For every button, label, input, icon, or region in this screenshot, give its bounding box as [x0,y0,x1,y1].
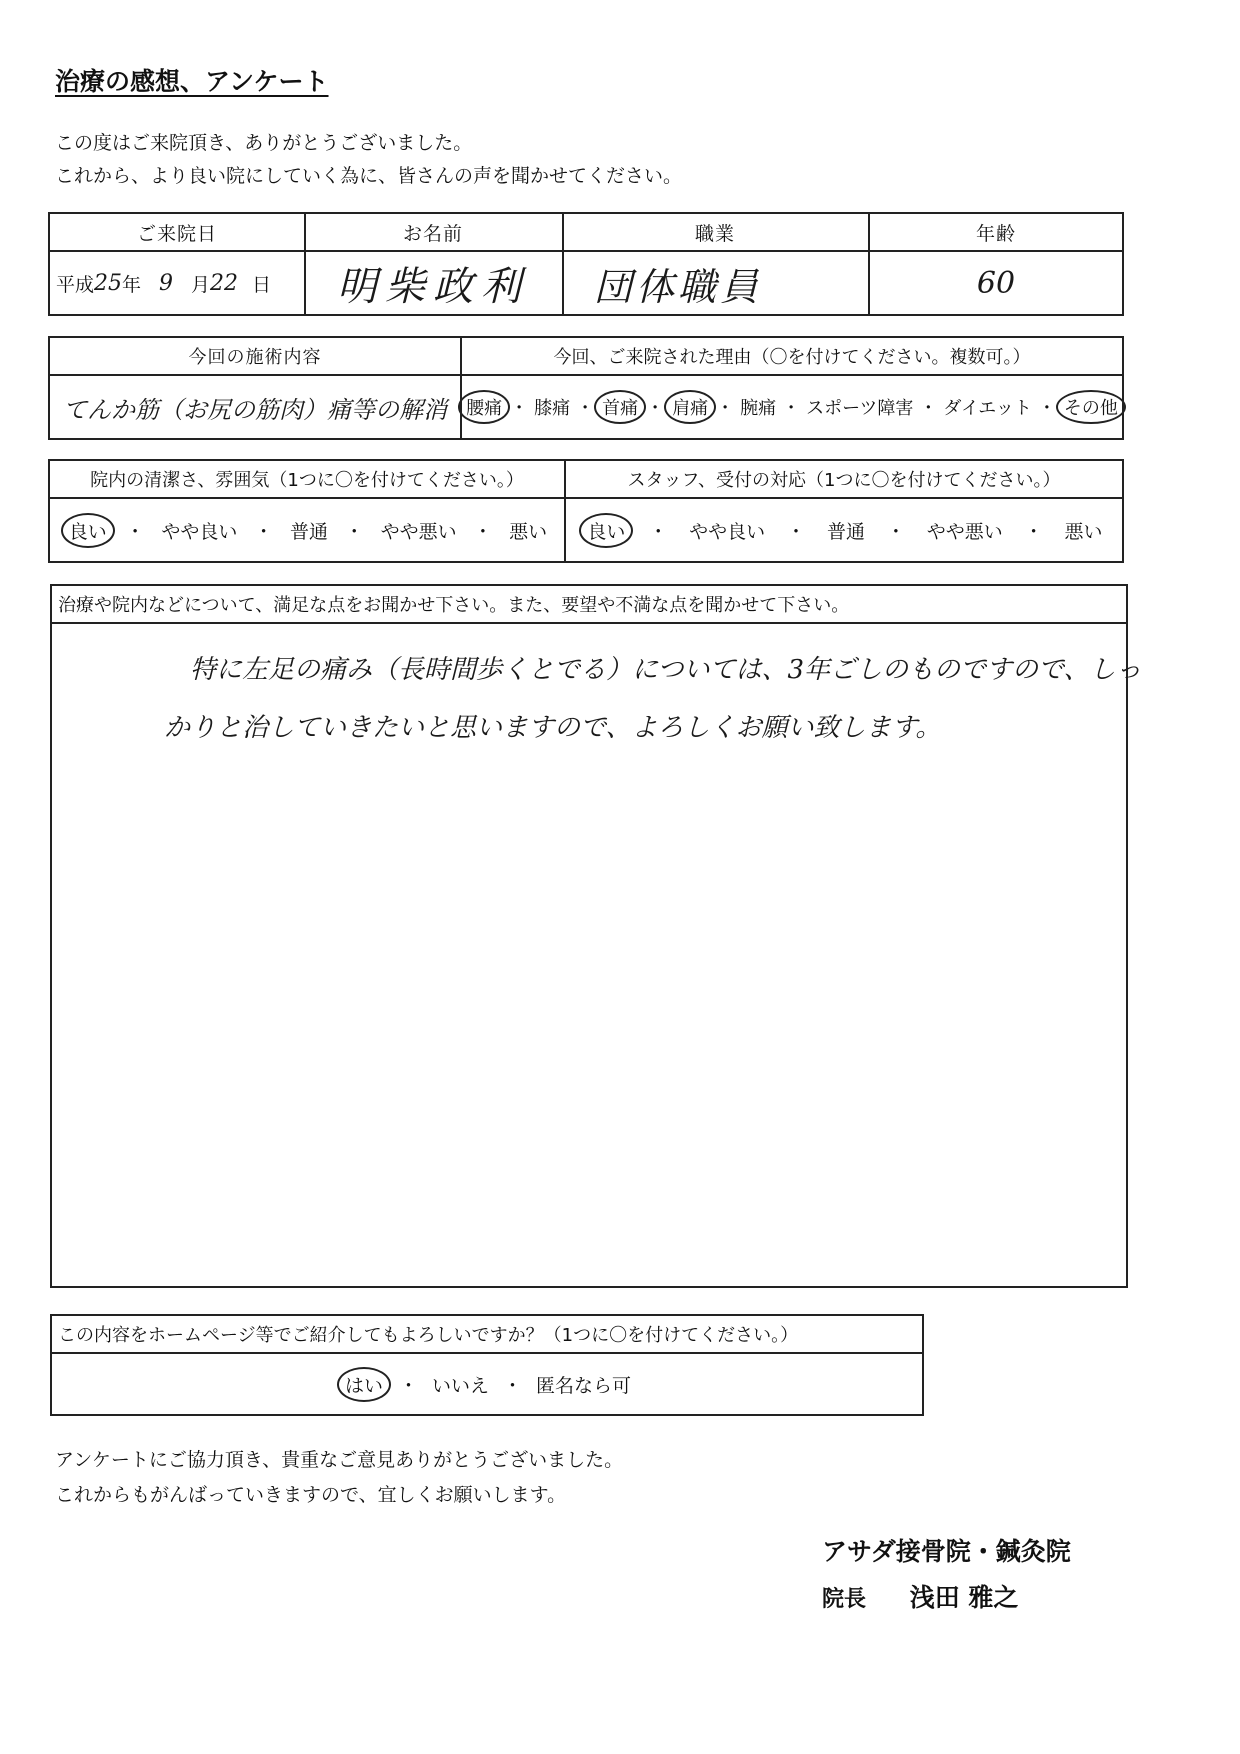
staff-option-4[interactable]: 悪い [1064,520,1103,543]
date-era: 平成 [56,273,95,296]
reason-option-3[interactable]: 肩痛 [664,390,716,424]
date-year-unit: 年 [122,273,142,296]
director-name: 浅田 雅之 [909,1583,1019,1612]
cleanliness-options: 良い ・ やや良い ・ 普通 ・ やや悪い ・ 悪い [50,497,564,563]
reason-option-7[interactable]: その他 [1056,390,1126,424]
rating-table [48,459,1124,563]
homepage-options: はい ・ いいえ ・ 匿名なら可 [52,1352,922,1416]
reason-options: 腰痛 ・ 膝痛 ・ 首痛 ・ 肩痛 ・ 腕痛 ・ スポーツ障害 ・ ダイエット ・ その他 [460,374,1124,440]
reason-option-1[interactable]: 膝痛 [534,398,571,419]
intro-line-1: この度はご来院頂き、ありがとうございました。 [55,132,473,154]
closing-line-2: これからもがんばっていきますので、宜しくお願いします。 [55,1484,567,1506]
staff-option-1[interactable]: やや良い [689,520,766,543]
reason-option-0[interactable]: 腰痛 [458,390,510,424]
feedback-box [50,584,1142,1288]
header-date: ご来院日 [136,222,217,245]
staff-option-3[interactable]: やや悪い [926,520,1003,543]
reason-option-2[interactable]: 首痛 [594,390,646,424]
header-age: 年齢 [975,222,1016,245]
cleanliness-header: 院内の清潔さ、雰囲気（1つに〇を付けてください。） [90,470,524,491]
info-table [48,212,1124,316]
closing-line-1: アンケートにご協力頂き、貴重なご意見ありがとうございました。 [55,1449,624,1471]
date-month-unit: 月 [191,273,211,296]
page-title: 治療の感想、アンケート [55,67,329,96]
homepage-box [50,1314,924,1416]
director-line [822,1578,1018,1614]
cleanliness-option-2[interactable]: 普通 [289,520,328,543]
feedback-header: 治療や院内などについて、満足な点をお聞かせ下さい。また、要望や不満な点を聞かせて下さい。 [58,595,850,616]
reason-option-6[interactable]: ダイエット [943,398,1032,419]
header-job: 職業 [694,222,735,245]
staff-options: 良い ・ やや良い ・ 普通 ・ やや悪い ・ 悪い [564,497,1124,563]
date-day-unit: 日 [252,273,272,296]
homepage-option-yes[interactable]: はい [337,1367,391,1402]
feedback-text-field[interactable] [112,641,1142,757]
homepage-option-no[interactable]: いいえ [431,1374,489,1397]
treatment-content-field[interactable]: てんか筋（お尻の筋肉）痛等の解消 [63,395,447,424]
clinic-name: アサダ接骨院・鍼灸院 [822,1537,1071,1566]
reason-option-5[interactable]: スポーツ障害 [806,398,914,419]
job-field[interactable]: 団体職員 [594,264,763,309]
date-year: 25 [94,270,123,296]
staff-option-2[interactable]: 普通 [826,520,865,543]
staff-header: スタッフ、受付の対応（1つに〇を付けてください。） [627,470,1061,491]
header-name: お名前 [402,222,463,245]
reason-option-4[interactable]: 腕痛 [740,398,777,419]
date-month: 9 [159,270,174,296]
intro-line-2: これから、より良い院にしていく為に、皆さんの声を聞かせてください。 [55,165,683,187]
date-day: 22 [210,270,239,296]
cleanliness-option-4[interactable]: 悪い [509,520,548,543]
age-field[interactable]: 60 [976,265,1016,301]
visit-date-field[interactable] [50,250,304,316]
cleanliness-option-1[interactable]: やや良い [161,520,238,543]
treatment-reason-table [48,336,1124,440]
name-field[interactable]: 明柴政利 [337,263,529,310]
feedback-line-1: 特に左足の痛み（長時間歩くとでる）については、3年ごしのものですので、しっ [190,655,1142,685]
homepage-header: この内容をホームページ等でご紹介してもよろしいですか？（1つに〇を付けてください。） [58,1325,799,1346]
cleanliness-option-3[interactable]: やや悪い [380,520,457,543]
director-role: 院長 [822,1587,867,1612]
staff-option-0[interactable]: 良い [579,513,633,548]
feedback-line-2: かりと治していきたいと思いますので、よろしくお願い致します。 [164,713,942,743]
homepage-option-anonymous[interactable]: 匿名なら可 [536,1374,632,1397]
reason-header: 今回、ご来院された理由（〇を付けてください。複数可。） [553,347,1031,368]
treatment-header: 今回の施術内容 [188,347,322,368]
cleanliness-option-0[interactable]: 良い [61,513,115,548]
